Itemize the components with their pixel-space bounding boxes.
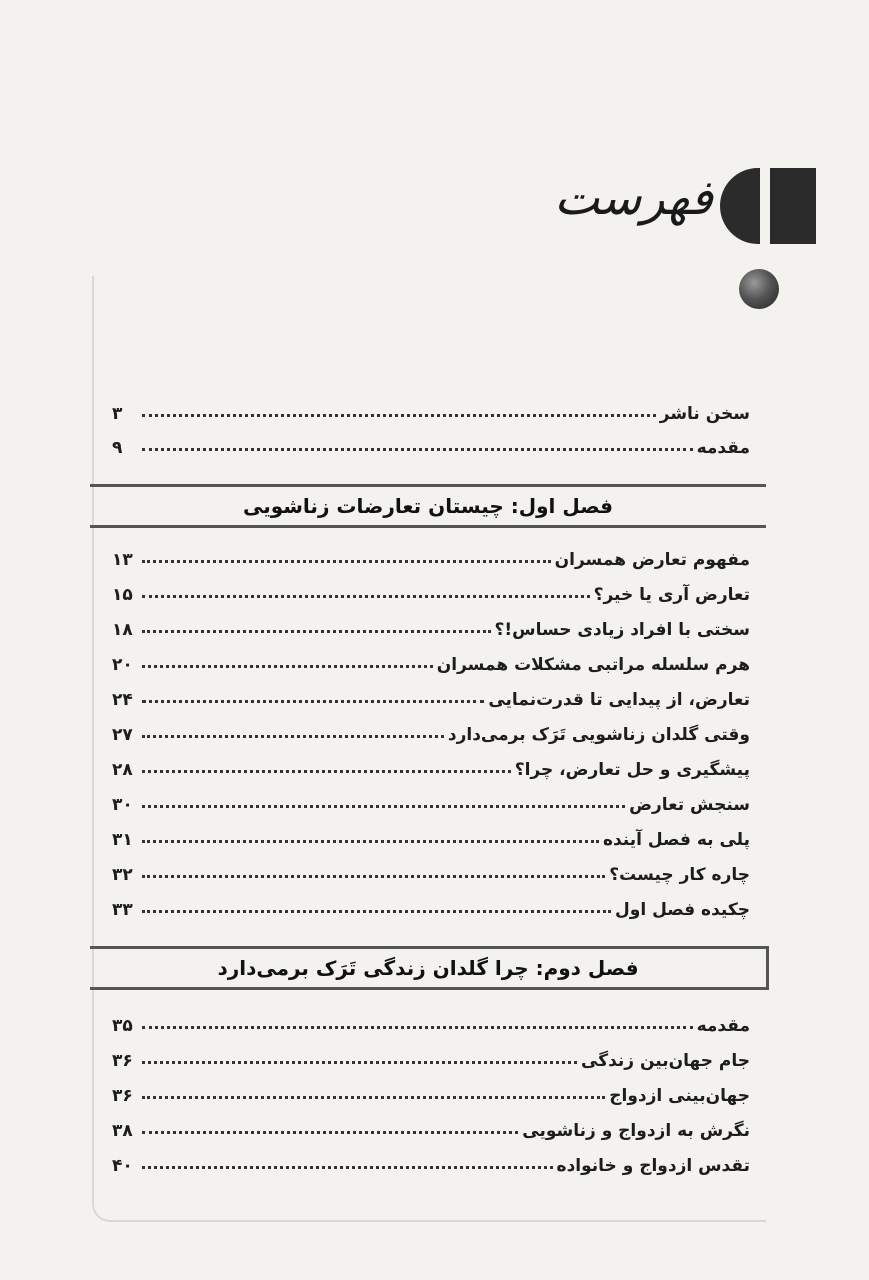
toc-entry-label: سخن ناشر — [659, 404, 750, 424]
heading-rule-top — [90, 484, 766, 487]
toc-entry[interactable] — [112, 711, 750, 745]
toc-entry-page: ۳۱ — [112, 830, 133, 850]
title-marker-gap — [760, 168, 770, 244]
chapter-2-title: فصل دوم: چرا گلدان زندگی تَرَک برمی‌دارد — [217, 956, 639, 980]
toc-entry[interactable] — [112, 676, 750, 710]
dot-leader — [142, 594, 590, 598]
toc-entry-page: ۳ — [112, 404, 123, 424]
toc-entry-page: ۲۷ — [112, 725, 133, 745]
dot-leader — [142, 664, 433, 668]
dot-leader — [142, 734, 444, 738]
heading-rule-bottom — [90, 987, 766, 990]
toc-entry[interactable] — [112, 641, 750, 675]
heading-rule-top — [90, 946, 766, 949]
dot-leader — [142, 699, 484, 703]
toc-entry-label: چاره کار چیست؟ — [609, 865, 750, 885]
toc-entry[interactable] — [112, 390, 750, 424]
toc-entry-label: مقدمه — [696, 438, 750, 458]
dot-leader — [142, 1095, 605, 1099]
toc-entry-page: ۳۶ — [112, 1086, 133, 1106]
dot-leader — [142, 629, 491, 633]
toc-entry-page: ۳۳ — [112, 900, 133, 920]
toc-entry-page: ۳۲ — [112, 865, 133, 885]
toc-entry[interactable] — [112, 1037, 750, 1071]
toc-entry-label: چکیده فصل اول — [615, 900, 750, 920]
toc-entry-label: تعارض آری یا خیر؟ — [593, 585, 750, 605]
toc-entry-page: ۲۸ — [112, 760, 133, 780]
toc-entry[interactable] — [112, 1107, 750, 1141]
toc-entry-page: ۳۸ — [112, 1121, 133, 1141]
toc-entry[interactable] — [112, 816, 750, 850]
toc-entry-page: ۳۶ — [112, 1051, 133, 1071]
toc-entry[interactable] — [112, 886, 750, 920]
toc-entry-label: جهان‌بینی ازدواج — [609, 1086, 750, 1106]
dot-leader — [142, 874, 605, 878]
heading-rule-bottom — [90, 525, 766, 528]
toc-entry-label: تعارض، از پیدایی تا قدرت‌نمایی — [488, 690, 750, 710]
chapter-2-heading[interactable] — [90, 946, 769, 990]
toc-entry-label: مفهوم تعارض همسران — [554, 550, 750, 570]
toc-entry-label: جام جهان‌بین زندگی — [581, 1051, 750, 1071]
dot-leader — [142, 447, 693, 451]
toc-entry-page: ۳۰ — [112, 795, 133, 815]
toc-entry[interactable] — [112, 746, 750, 780]
dot-leader — [142, 839, 599, 843]
dot-leader — [142, 804, 625, 808]
toc-entry-page: ۲۴ — [112, 690, 133, 710]
dot-leader — [142, 413, 656, 417]
toc-entry[interactable] — [112, 606, 750, 640]
toc-entry-page: ۱۸ — [112, 620, 133, 640]
toc-entry-label: سختی با افراد زیادی حساس!؟ — [494, 620, 750, 640]
dot-leader — [142, 909, 611, 913]
toc-entry[interactable] — [112, 1142, 750, 1176]
toc-entry-page: ۹ — [112, 438, 123, 458]
toc-entry-label: هرم سلسله مراتبی مشکلات همسران — [436, 655, 750, 675]
dot-leader — [142, 559, 551, 563]
toc-entry[interactable] — [112, 781, 750, 815]
toc-entry-label: تقدس ازدواج و خانواده — [556, 1156, 750, 1176]
toc-entry-page: ۳۵ — [112, 1016, 133, 1036]
toc-entry-label: وقتی گلدان زناشویی تَرَک برمی‌دارد — [447, 725, 750, 745]
page-title: فهرست — [554, 170, 713, 226]
toc-entry-label: سنجش تعارض — [629, 795, 750, 815]
toc-entry-label: پلی به فصل آینده — [602, 830, 750, 850]
dot-leader — [142, 769, 511, 773]
toc-entry-label: پیشگیری و حل تعارض، چرا؟ — [514, 760, 750, 780]
toc-entry[interactable] — [112, 424, 750, 458]
toc-entry[interactable] — [112, 1072, 750, 1106]
toc-entry[interactable] — [112, 1002, 750, 1036]
chapter-1-title: فصل اول: چیستان تعارضات زناشویی — [242, 494, 614, 518]
toc-entry[interactable] — [112, 851, 750, 885]
toc-entry-page: ۲۰ — [112, 655, 133, 675]
toc-entry-label: مقدمه — [696, 1016, 750, 1036]
toc-entry-page: ۱۵ — [112, 585, 133, 605]
toc-entry-page: ۱۳ — [112, 550, 133, 570]
toc-entry[interactable] — [112, 571, 750, 605]
bullet-ball-decoration — [739, 269, 779, 309]
toc-entry-page: ۴۰ — [112, 1156, 133, 1176]
toc-entry-label: نگرش به ازدواج و زناشویی — [522, 1121, 750, 1141]
toc-entry[interactable] — [112, 536, 750, 570]
dot-leader — [142, 1165, 553, 1169]
dot-leader — [142, 1130, 518, 1134]
dot-leader — [142, 1060, 577, 1064]
chapter-1-heading[interactable] — [90, 484, 766, 528]
dot-leader — [142, 1025, 693, 1029]
